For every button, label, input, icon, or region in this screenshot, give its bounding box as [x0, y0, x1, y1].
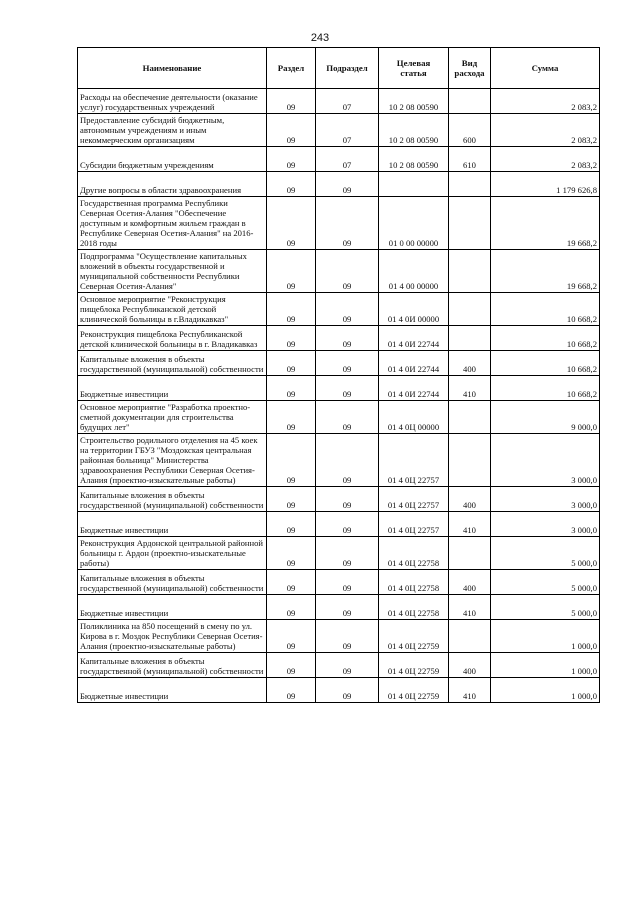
cell-name: Реконструкция пищеблока Республиканской детской клинической больницы в г. Владикавказ	[78, 326, 267, 351]
cell-subsection: 09	[316, 570, 379, 595]
cell-target-article: 01 4 0Ц 00000	[379, 401, 449, 434]
table-row	[78, 570, 600, 595]
cell-expense-type: 400	[449, 351, 491, 376]
cell-target-article: 01 4 0Ц 22759	[379, 678, 449, 703]
cell-target-article: 01 4 0И 22744	[379, 326, 449, 351]
cell-amount: 1 179 626,8	[491, 172, 600, 197]
table-row	[78, 197, 600, 250]
cell-target-article: 01 4 0Ц 22758	[379, 537, 449, 570]
cell-name: Другие вопросы в области здравоохранения	[78, 172, 267, 197]
cell-expense-type: 410	[449, 376, 491, 401]
cell-subsection: 09	[316, 351, 379, 376]
cell-subsection: 09	[316, 401, 379, 434]
cell-expense-type	[449, 434, 491, 487]
cell-expense-type: 400	[449, 653, 491, 678]
cell-name: Капитальные вложения в объекты государственной (муниципальной) собственности	[78, 570, 267, 595]
cell-expense-type	[449, 197, 491, 250]
cell-amount: 3 000,0	[491, 512, 600, 537]
cell-name: Бюджетные инвестиции	[78, 376, 267, 401]
table-row	[78, 487, 600, 512]
cell-section: 09	[267, 487, 316, 512]
cell-subsection: 09	[316, 595, 379, 620]
table-row	[78, 293, 600, 326]
cell-section: 09	[267, 678, 316, 703]
cell-expense-type	[449, 401, 491, 434]
table-row	[78, 376, 600, 401]
cell-amount: 5 000,0	[491, 595, 600, 620]
cell-name: Строительство родильного отделения на 45 коек на территории ГБУЗ "Моздокская центральная районная больница" Министерства здравоохранения Республики Северная Осетия-Алания (проектно-изыскательные работы)	[78, 434, 267, 487]
cell-section: 09	[267, 351, 316, 376]
header-target-line2: статья	[400, 68, 427, 78]
cell-name: Субсидии бюджетным учреждениям	[78, 147, 267, 172]
cell-target-article: 01 4 0Ц 22759	[379, 620, 449, 653]
cell-section: 09	[267, 326, 316, 351]
cell-amount: 19 668,2	[491, 197, 600, 250]
cell-expense-type	[449, 293, 491, 326]
cell-amount: 1 000,0	[491, 653, 600, 678]
cell-expense-type	[449, 620, 491, 653]
cell-section: 09	[267, 293, 316, 326]
table-row	[78, 401, 600, 434]
cell-amount: 19 668,2	[491, 250, 600, 293]
cell-target-article	[379, 172, 449, 197]
cell-name: Государственная программа Республики Северная Осетия-Алания "Обеспечение доступным и комфортным жильем граждан в Республике Северная Осетия-Алания" на 2016-2018 годы	[78, 197, 267, 250]
table-row	[78, 89, 600, 114]
cell-expense-type: 410	[449, 595, 491, 620]
header-expense-type	[449, 48, 491, 89]
cell-expense-type	[449, 326, 491, 351]
header-section: Раздел	[267, 48, 316, 89]
cell-section: 09	[267, 147, 316, 172]
cell-name: Подпрограмма "Осуществление капитальных вложений в объекты государственной и муниципальной собственности Республики Северная Осетия-Алания"	[78, 250, 267, 293]
cell-target-article: 10 2 08 00590	[379, 89, 449, 114]
cell-amount: 10 668,2	[491, 293, 600, 326]
cell-name: Основное мероприятие "Разработка проектно-сметной документации для строительства будущих лет"	[78, 401, 267, 434]
cell-expense-type	[449, 250, 491, 293]
cell-subsection: 09	[316, 537, 379, 570]
header-amount: Сумма	[491, 48, 600, 89]
cell-target-article: 01 4 0И 22744	[379, 376, 449, 401]
cell-target-article: 10 2 08 00590	[379, 147, 449, 172]
header-subsection: Подраздел	[316, 48, 379, 89]
cell-amount: 10 668,2	[491, 376, 600, 401]
table-row	[78, 512, 600, 537]
cell-name: Капитальные вложения в объекты государственной (муниципальной) собственности	[78, 351, 267, 376]
cell-target-article: 01 4 0Ц 22758	[379, 570, 449, 595]
cell-subsection: 07	[316, 89, 379, 114]
table-body	[78, 89, 600, 703]
cell-amount: 1 000,0	[491, 678, 600, 703]
cell-expense-type	[449, 89, 491, 114]
page-number: 243	[310, 32, 330, 44]
header-expense-line1: Вид	[461, 58, 478, 68]
cell-section: 09	[267, 114, 316, 147]
budget-table	[77, 47, 600, 703]
cell-name: Капитальные вложения в объекты государственной (муниципальной) собственности	[78, 653, 267, 678]
header-target-article	[379, 48, 449, 89]
cell-target-article: 01 4 0Ц 22757	[379, 434, 449, 487]
cell-section: 09	[267, 401, 316, 434]
cell-subsection: 09	[316, 293, 379, 326]
table-row	[78, 620, 600, 653]
table-row	[78, 678, 600, 703]
cell-name: Основное мероприятие "Реконструкция пищеблока Республиканской детской клинической больницы в г.Владикавказ"	[78, 293, 267, 326]
cell-section: 09	[267, 653, 316, 678]
table-row	[78, 351, 600, 376]
cell-target-article: 01 4 0Ц 22757	[379, 512, 449, 537]
cell-name: Расходы на обеспечение деятельности (оказание услуг) государственных учреждений	[78, 89, 267, 114]
cell-section: 09	[267, 537, 316, 570]
cell-amount: 2 083,2	[491, 114, 600, 147]
table-header-row	[78, 48, 600, 89]
cell-section: 09	[267, 570, 316, 595]
cell-name: Бюджетные инвестиции	[78, 595, 267, 620]
cell-amount: 9 000,0	[491, 401, 600, 434]
cell-subsection: 09	[316, 197, 379, 250]
table-row	[78, 434, 600, 487]
cell-section: 09	[267, 250, 316, 293]
cell-expense-type: 410	[449, 512, 491, 537]
cell-amount: 3 000,0	[491, 434, 600, 487]
cell-subsection: 09	[316, 653, 379, 678]
header-target-line1: Целевая	[396, 58, 431, 68]
cell-amount: 5 000,0	[491, 537, 600, 570]
cell-target-article: 01 4 00 00000	[379, 250, 449, 293]
cell-subsection: 09	[316, 250, 379, 293]
cell-section: 09	[267, 595, 316, 620]
cell-subsection: 09	[316, 620, 379, 653]
cell-expense-type: 400	[449, 570, 491, 595]
cell-name: Поликлиника на 850 посещений в смену по ул. Кирова в г. Моздок Республики Северная Осетия-Алания (проектно-изыскательные работы)	[78, 620, 267, 653]
cell-section: 09	[267, 620, 316, 653]
table-row	[78, 595, 600, 620]
cell-subsection: 09	[316, 512, 379, 537]
cell-section: 09	[267, 197, 316, 250]
cell-expense-type: 600	[449, 114, 491, 147]
cell-expense-type: 610	[449, 147, 491, 172]
cell-name: Бюджетные инвестиции	[78, 512, 267, 537]
cell-amount: 3 000,0	[491, 487, 600, 512]
cell-section: 09	[267, 89, 316, 114]
cell-target-article: 01 4 0И 00000	[379, 293, 449, 326]
cell-name: Предоставление субсидий бюджетным, автономным учреждениям и иным некоммерческим организациям	[78, 114, 267, 147]
cell-name: Бюджетные инвестиции	[78, 678, 267, 703]
cell-subsection: 09	[316, 172, 379, 197]
cell-target-article: 01 4 0Ц 22758	[379, 595, 449, 620]
table-row	[78, 326, 600, 351]
cell-expense-type: 410	[449, 678, 491, 703]
table-row	[78, 172, 600, 197]
cell-amount: 1 000,0	[491, 620, 600, 653]
cell-subsection: 09	[316, 678, 379, 703]
cell-target-article: 01 4 0Ц 22757	[379, 487, 449, 512]
cell-target-article: 01 4 0И 22744	[379, 351, 449, 376]
cell-section: 09	[267, 376, 316, 401]
cell-amount: 10 668,2	[491, 326, 600, 351]
cell-amount: 5 000,0	[491, 570, 600, 595]
cell-amount: 10 668,2	[491, 351, 600, 376]
table-row	[78, 147, 600, 172]
cell-subsection: 09	[316, 376, 379, 401]
cell-subsection: 09	[316, 434, 379, 487]
cell-expense-type	[449, 172, 491, 197]
cell-section: 09	[267, 172, 316, 197]
cell-amount: 2 083,2	[491, 147, 600, 172]
cell-expense-type: 400	[449, 487, 491, 512]
cell-target-article: 01 0 00 00000	[379, 197, 449, 250]
table-row	[78, 250, 600, 293]
cell-amount: 2 083,2	[491, 89, 600, 114]
table-row	[78, 114, 600, 147]
cell-subsection: 09	[316, 326, 379, 351]
cell-section: 09	[267, 434, 316, 487]
table-row	[78, 537, 600, 570]
cell-name: Капитальные вложения в объекты государственной (муниципальной) собственности	[78, 487, 267, 512]
table-row	[78, 653, 600, 678]
header-name: Наименование	[78, 48, 267, 89]
cell-subsection: 07	[316, 147, 379, 172]
cell-target-article: 10 2 08 00590	[379, 114, 449, 147]
cell-target-article: 01 4 0Ц 22759	[379, 653, 449, 678]
cell-name: Реконструкция Ардонской центральной районной больницы г. Ардон (проектно-изыскательные работы)	[78, 537, 267, 570]
cell-section: 09	[267, 512, 316, 537]
cell-subsection: 07	[316, 114, 379, 147]
header-expense-line2: расхода	[454, 68, 485, 78]
cell-expense-type	[449, 537, 491, 570]
cell-subsection: 09	[316, 487, 379, 512]
